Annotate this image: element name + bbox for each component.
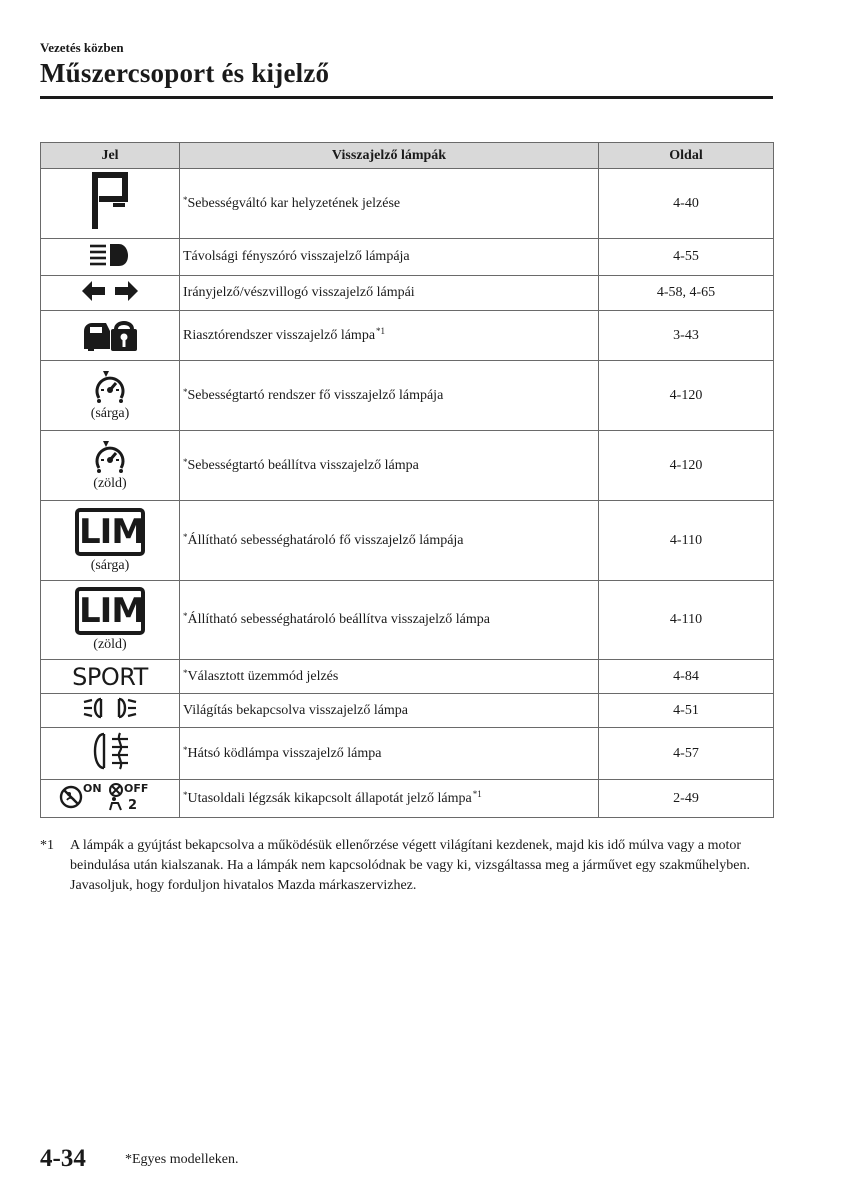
models-note: *Egyes modelleken.	[125, 1152, 239, 1167]
symbol-cell	[41, 728, 180, 780]
column-header-symbol: Jel	[41, 143, 180, 169]
high-beam-icon	[86, 242, 134, 268]
security-car-lock-icon	[82, 313, 138, 353]
page-number: 4-34	[40, 1145, 86, 1172]
indicator-description: *Sebességtartó rendszer fő visszajelző lámpája	[180, 361, 599, 431]
table-row	[41, 581, 774, 660]
indicator-table	[40, 142, 774, 818]
title-rule	[40, 96, 773, 99]
symbol-cell	[41, 276, 180, 311]
page-reference: 4-40	[599, 169, 774, 239]
rear-fog-lamp-icon	[88, 731, 132, 771]
footnote	[40, 836, 780, 896]
table-row	[41, 239, 774, 276]
page-reference: 4-51	[599, 694, 774, 728]
table-row	[41, 780, 774, 818]
indicator-description: *Állítható sebességhatároló fő visszajelző lámpája	[180, 501, 599, 581]
section-label: Vezetés közben	[40, 40, 124, 55]
symbol-cell	[41, 581, 180, 660]
table-row	[41, 660, 774, 694]
color-note: (sárga)	[90, 557, 130, 573]
page-reference: 4-55	[599, 239, 774, 276]
page-reference: 4-58, 4-65	[599, 276, 774, 311]
symbol-cell	[41, 311, 180, 361]
indicator-description: *Állítható sebességhatároló beállítva visszajelző lámpa	[180, 581, 599, 660]
table-row	[41, 276, 774, 311]
symbol-cell	[41, 431, 180, 501]
page-title: Műszercsoport és kijelző	[40, 58, 330, 88]
indicator-description: Világítás bekapcsolva visszajelző lámpa	[180, 694, 599, 728]
color-note: (zöld)	[93, 475, 127, 491]
page-reference: 4-120	[599, 431, 774, 501]
gear-position-p-icon	[85, 169, 135, 233]
lights-on-icon	[82, 697, 138, 719]
indicator-description: *Utasoldali légzsák kikapcsolt állapotát jelző lámpa$^{*1}$	[180, 780, 599, 818]
table-row	[41, 169, 774, 239]
cruise-control-icon	[92, 370, 128, 404]
page-reference: 4-57	[599, 728, 774, 780]
page-reference: 4-110	[599, 581, 774, 660]
symbol-cell	[41, 169, 180, 239]
passenger-airbag-off-icon	[58, 780, 162, 812]
symbol-cell	[41, 361, 180, 431]
symbol-cell	[41, 660, 180, 694]
off-label: OFF	[124, 782, 149, 795]
color-note: (sárga)	[90, 405, 130, 421]
page-reference: 4-110	[599, 501, 774, 581]
column-header-page: Oldal	[599, 143, 774, 169]
indicator-description: *Sebességváltó kar helyzetének jelzése	[180, 169, 599, 239]
page-reference: 4-84	[599, 660, 774, 694]
seat-number-label: 2	[128, 798, 138, 812]
symbol-cell	[41, 780, 180, 818]
footnote-text: A lámpák a gyújtást bekapcsolva a működésük ellenőrzése végett világítani kezdenek, majd kis idő múlva vagy a motor beindulása után kialszanak. Ha a lámpák nem kapcsolódnak be vagy ki, vizsgáltassa meg a járművet egy szakműhelyben. Javasoljuk, hogy forduljon hivatalos Mazda márkaszervizhez.	[70, 838, 750, 893]
indicator-description: Távolsági fényszóró visszajelző lámpája	[180, 239, 599, 276]
table-row	[41, 728, 774, 780]
footnote-mark: *1	[40, 838, 54, 853]
symbol-cell	[41, 694, 180, 728]
lim-icon: LIM	[75, 508, 145, 556]
page-reference: 2-49	[599, 780, 774, 818]
indicator-description: *Hátsó ködlámpa visszajelző lámpa	[180, 728, 599, 780]
table-row	[41, 311, 774, 361]
table-row	[41, 361, 774, 431]
sport-mode-icon: SPORT	[72, 662, 148, 691]
lim-icon: LIM	[75, 587, 145, 635]
indicator-description: Irányjelző/vészvillogó visszajelző lámpái	[180, 276, 599, 311]
table-header-row	[41, 143, 774, 169]
column-header-indicators: Visszajelző lámpák	[180, 143, 599, 169]
on-label: ON	[83, 782, 102, 795]
page-reference: 4-120	[599, 361, 774, 431]
indicator-description: *Választott üzemmód jelzés	[180, 660, 599, 694]
indicator-description: Riasztórendszer visszajelző lámpa$^{*1}$	[180, 311, 599, 361]
symbol-cell	[41, 501, 180, 581]
table-row	[41, 431, 774, 501]
turn-signal-arrows-icon	[81, 280, 139, 302]
table-row	[41, 501, 774, 581]
table-row	[41, 694, 774, 728]
color-note: (zöld)	[93, 637, 127, 652]
page-reference: 3-43	[599, 311, 774, 361]
cruise-control-icon	[92, 440, 128, 474]
symbol-cell	[41, 239, 180, 276]
indicator-description: *Sebességtartó beállítva visszajelző lámpa	[180, 431, 599, 501]
